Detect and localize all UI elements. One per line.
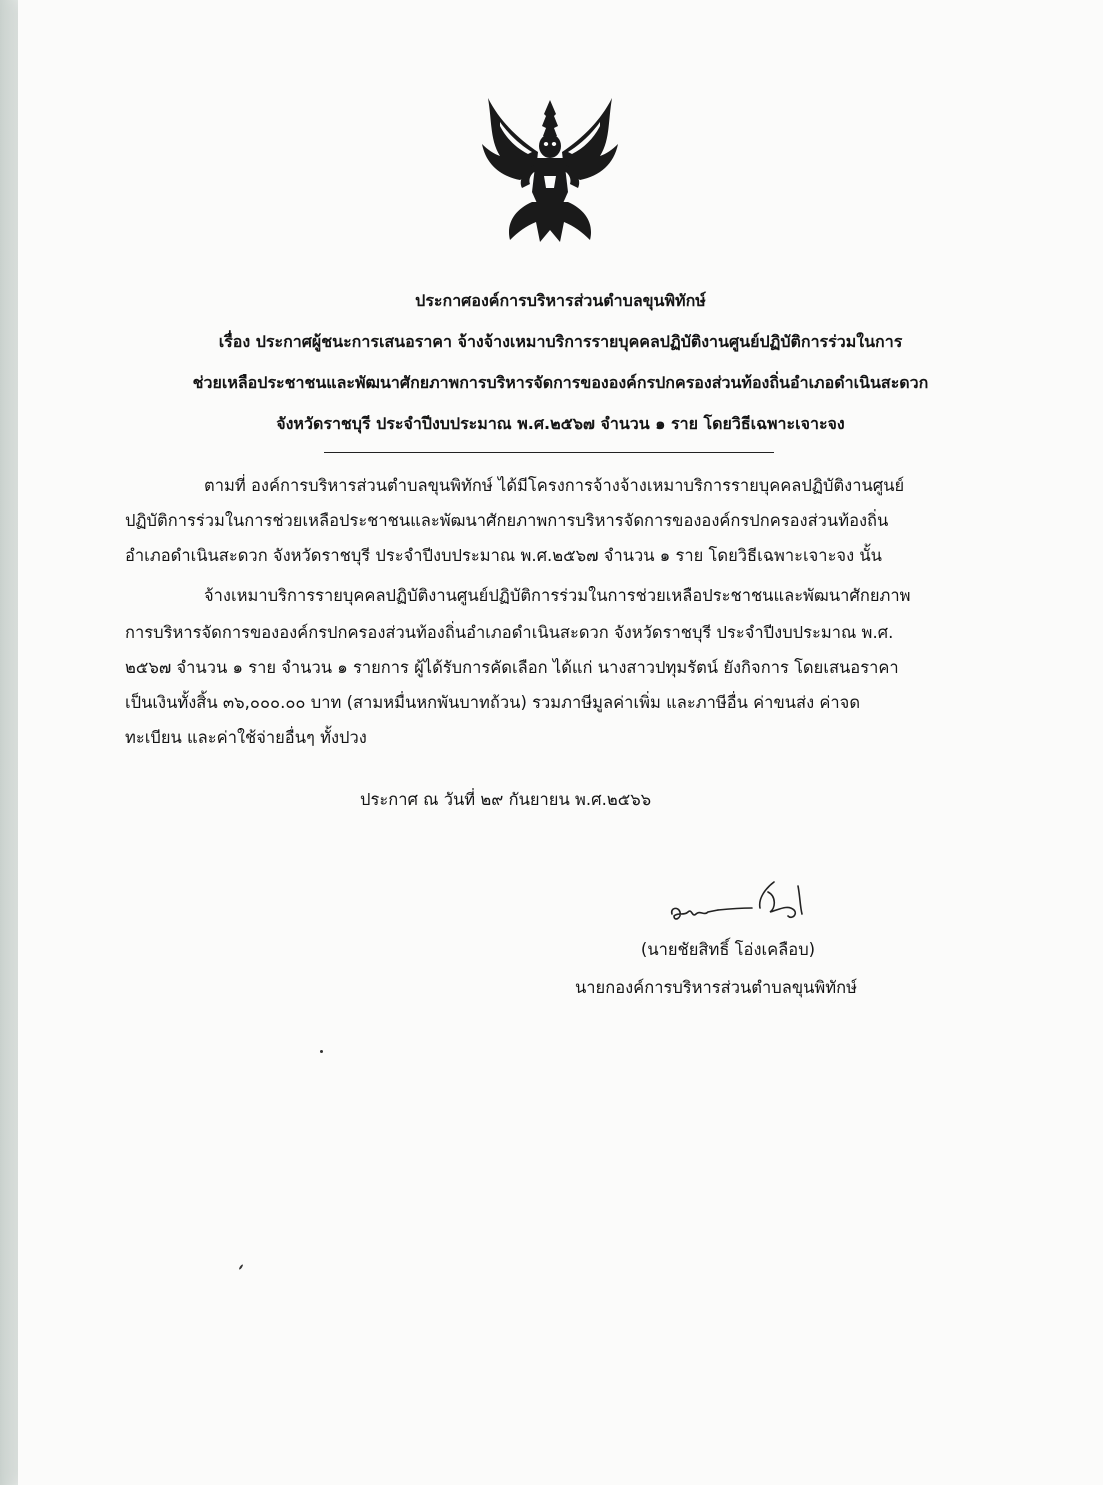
signatory-name: (นายชัยสิทธิ์ โอ่งเคลือบ) — [640, 940, 816, 959]
paragraph2-line-2: การบริหารจัดการขององค์กรปกครองส่วนท้องถิ่นอำเภอดำเนินสะดวก จังหวัดราชบุรี ประจำปีงบประมาณ พ.ศ. — [125, 623, 894, 642]
title-divider — [324, 452, 774, 453]
scan-speck — [238, 1264, 243, 1270]
subject-line-2: ช่วยเหลือประชาชนและพัฒนาศักยภาพการบริหารจัดการขององค์กรปกครองส่วนท้องถิ่นอำเภอดำเนินสะดวก — [192, 373, 929, 392]
paragraph1-line-3: อำเภอดำเนินสะดวก จังหวัดราชบุรี ประจำปีงบประมาณ พ.ศ.๒๕๖๗ จำนวน ๑ ราย โดยวิธีเฉพาะเจาะจง นั้น — [125, 546, 882, 565]
paragraph1-line-1: ตามที่ องค์การบริหารส่วนตำบลขุนพิทักษ์ ได้มีโครงการจ้างจ้างเหมาบริการรายบุคคลปฏิบัติงานศูนย์ — [204, 476, 905, 495]
subject-line-1: เรื่อง ประกาศผู้ชนะการเสนอราคา จ้างจ้างเหมาบริการรายบุคคลปฏิบัติงานศูนย์ปฏิบัติการร่วมในการ — [218, 332, 903, 351]
scan-speck — [320, 1050, 323, 1053]
signature-icon — [648, 878, 838, 938]
announcement-title: ประกาศองค์การบริหารส่วนตำบลขุนพิทักษ์ — [415, 291, 706, 310]
announcement-date: ประกาศ ณ วันที่ ๒๙ กันยายน พ.ศ.๒๕๖๖ — [360, 790, 652, 809]
document-page — [18, 0, 1103, 1485]
scan-background-edge — [0, 0, 18, 1485]
garuda-emblem-icon — [470, 92, 630, 252]
paragraph2-line-1: จ้างเหมาบริการรายบุคคลปฏิบัติงานศูนย์ปฏิบัติการร่วมในการช่วยเหลือประชาชนและพัฒนาศักยภาพ — [204, 586, 911, 605]
paragraph2-line-3: ๒๕๖๗ จำนวน ๑ ราย จำนวน ๑ รายการ ผู้ได้รับการคัดเลือก ได้แก่ นางสาวปทุมรัตน์ ยังกิจการ โดยเสนอราคา — [125, 658, 899, 677]
paragraph1-line-2: ปฏิบัติการร่วมในการช่วยเหลือประชาชนและพัฒนาศักยภาพการบริหารจัดการขององค์กรปกครองส่วนท้องถิ่น — [125, 511, 889, 530]
paragraph2-line-4: เป็นเงินทั้งสิ้น ๓๖,๐๐๐.๐๐ บาท (สามหมื่นหกพันบาทถ้วน) รวมภาษีมูลค่าเพิ่ม และภาษีอื่น ค่าขนส่ง ค่าจด — [125, 693, 861, 712]
paragraph2-line-5: ทะเบียน และค่าใช้จ่ายอื่นๆ ทั้งปวง — [125, 728, 367, 747]
signatory-position: นายกองค์การบริหารส่วนตำบลขุนพิทักษ์ — [575, 978, 858, 997]
subject-line-3: จังหวัดราชบุรี ประจำปีงบประมาณ พ.ศ.๒๕๖๗ จำนวน ๑ ราย โดยวิธีเฉพาะเจาะจง — [276, 414, 845, 433]
